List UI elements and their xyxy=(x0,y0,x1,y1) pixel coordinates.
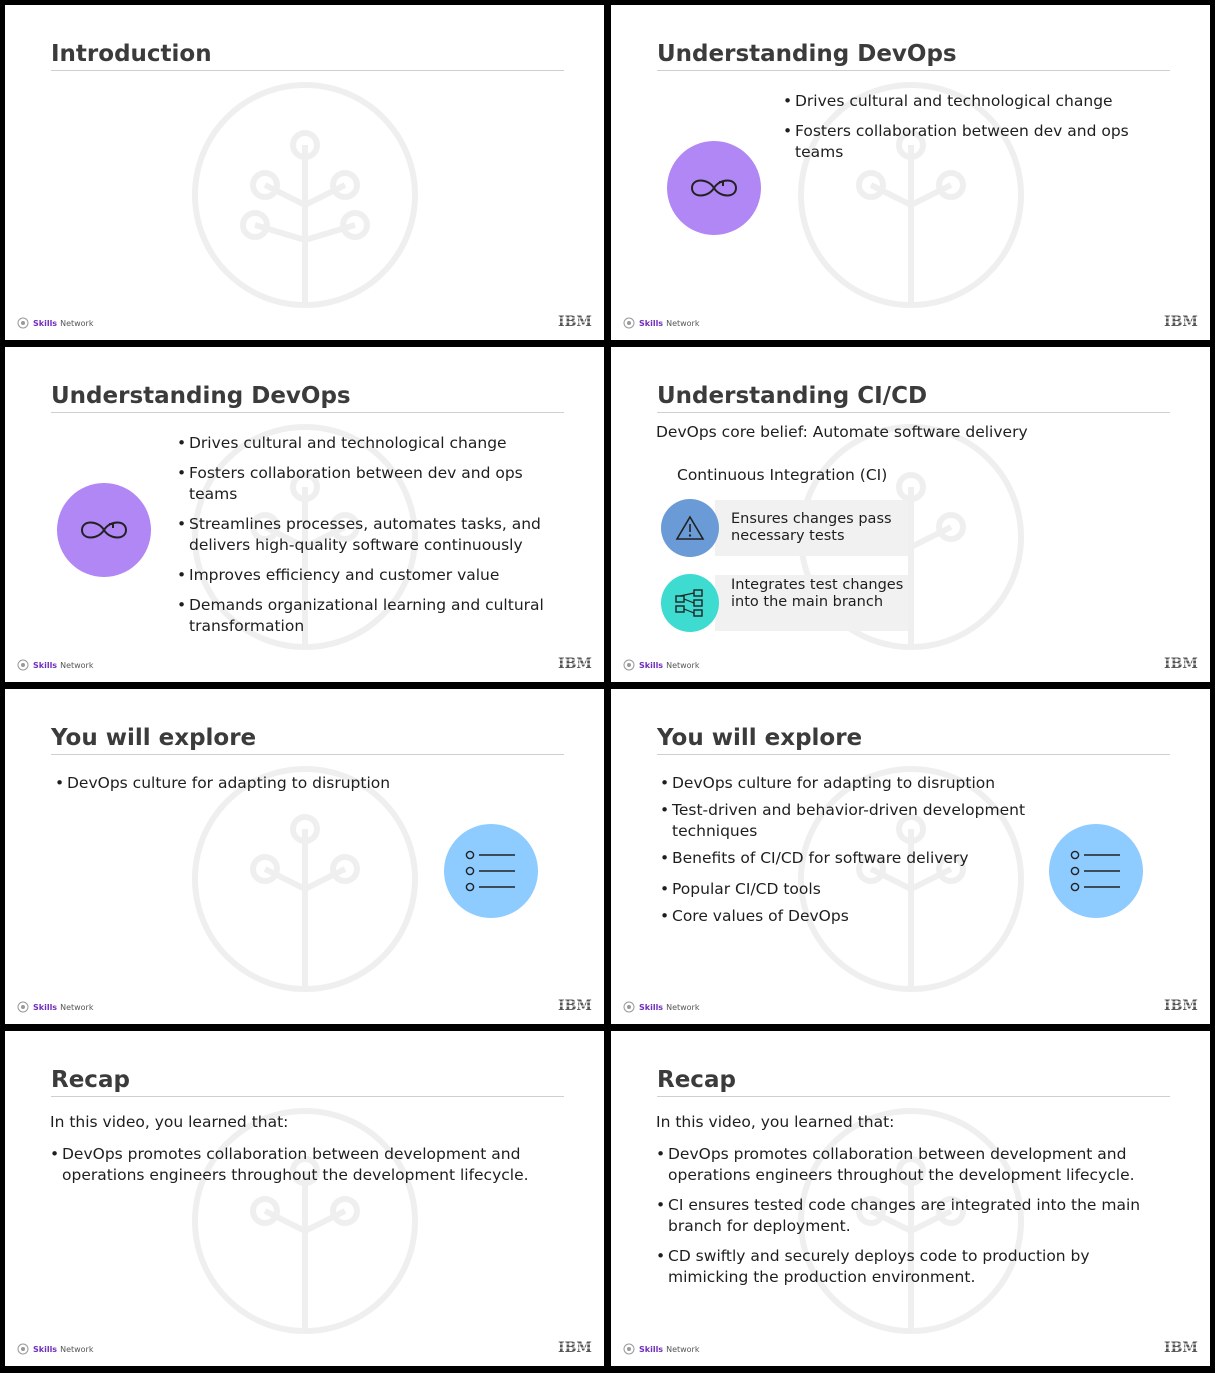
tree-watermark-icon xyxy=(185,1101,425,1341)
ibm-logo-text: IBM xyxy=(1164,998,1198,1014)
ibm-logo-icon xyxy=(1161,312,1201,330)
slide-title: Recap xyxy=(51,1065,564,1097)
ci-item-icon-circle xyxy=(661,574,719,632)
slide-title: Understanding DevOps xyxy=(51,381,564,413)
flowchart-icon xyxy=(674,588,706,618)
ibm-logo-text: IBM xyxy=(1164,314,1198,330)
infinity-circle xyxy=(667,141,761,235)
ibm-logo-icon xyxy=(555,312,595,330)
bullet-item: • Drives cultural and technological change xyxy=(783,91,1143,112)
ibm-logo-icon xyxy=(1161,1338,1201,1356)
slide-you-will-explore-1[interactable] xyxy=(5,689,604,1024)
skills-network-icon xyxy=(17,1001,29,1013)
warning-icon xyxy=(675,515,705,541)
brand-bold: Skills xyxy=(639,318,664,328)
skills-network-brand xyxy=(17,659,93,671)
brand-bold: Skills xyxy=(639,1002,664,1012)
bullet-item: • CI ensures tested code changes are integrated into the main branch for deployment. xyxy=(656,1195,1156,1237)
bullet-list xyxy=(50,1144,550,1195)
slide-title: You will explore xyxy=(51,723,564,755)
infinity-icon xyxy=(689,176,739,200)
skills-network-brand xyxy=(623,317,699,329)
brand-rest: Network xyxy=(666,660,700,670)
slide-intro: DevOps core belief: Automate software delivery xyxy=(656,423,1028,441)
bullet-list xyxy=(656,1144,1156,1297)
bullet-item: • Drives cultural and technological change xyxy=(177,433,567,454)
brand-rest: Network xyxy=(666,1344,700,1354)
bullet-item: • Improves efficiency and customer value xyxy=(177,565,567,586)
bullet-item: • Streamlines processes, automates tasks, and delivers high-quality software continuously xyxy=(177,514,567,556)
ibm-logo-text: IBM xyxy=(558,656,592,672)
bullet-item: • DevOps culture for adapting to disruption xyxy=(660,773,1040,794)
ibm-logo-text: IBM xyxy=(558,1340,592,1356)
brand-bold: Skills xyxy=(33,318,58,328)
slide-introduction[interactable] xyxy=(5,5,604,340)
brand-rest: Network xyxy=(666,1002,700,1012)
skills-network-brand xyxy=(623,659,699,671)
brand-bold: Skills xyxy=(33,1002,58,1012)
ci-section-heading: Continuous Integration (CI) xyxy=(677,466,888,484)
slide-title: Introduction xyxy=(51,39,564,71)
bullet-list xyxy=(177,433,567,646)
slide-intro: In this video, you learned that: xyxy=(50,1113,289,1131)
brand-bold: Skills xyxy=(33,1344,58,1354)
tree-watermark-icon xyxy=(185,75,425,315)
brand-bold: Skills xyxy=(639,660,664,670)
slide-understanding-devops-2[interactable] xyxy=(5,347,604,682)
skills-network-icon xyxy=(623,1343,635,1355)
ibm-logo-text: IBM xyxy=(558,998,592,1014)
infinity-icon xyxy=(79,518,129,542)
bullet-item: • Test-driven and behavior-driven development techniques xyxy=(660,800,1040,842)
skills-network-brand xyxy=(17,1343,93,1355)
slide-title: Understanding DevOps xyxy=(657,39,1170,71)
bullet-item: • Fosters collaboration between dev and ops teams xyxy=(177,463,567,505)
bullet-item: • DevOps promotes collaboration between development and operations engineers throughout the development lifecycle. xyxy=(656,1144,1156,1186)
list-circle xyxy=(444,824,538,918)
slide-understanding-devops-1[interactable] xyxy=(611,5,1210,340)
slide-understanding-cicd[interactable] xyxy=(611,347,1210,682)
bullet-item: • Core values of DevOps xyxy=(660,906,1040,927)
ibm-logo-text: IBM xyxy=(1164,1340,1198,1356)
slide-title: You will explore xyxy=(657,723,1170,755)
ibm-logo-text: IBM xyxy=(558,314,592,330)
brand-bold: Skills xyxy=(33,660,58,670)
bullet-item: • Benefits of CI/CD for software delivery xyxy=(660,848,1040,869)
slide-recap-2[interactable] xyxy=(611,1031,1210,1366)
bullet-list xyxy=(783,91,1143,172)
skills-network-brand xyxy=(623,1001,699,1013)
ci-item-text: Integrates test changes into the main branch xyxy=(731,577,904,610)
bullet-item: • Fosters collaboration between dev and ops teams xyxy=(783,121,1143,163)
slide-you-will-explore-2[interactable] xyxy=(611,689,1210,1024)
slide-title: Understanding CI/CD xyxy=(657,381,1170,413)
slide-intro: In this video, you learned that: xyxy=(656,1113,895,1131)
brand-rest: Network xyxy=(60,1002,94,1012)
slide-recap-1[interactable] xyxy=(5,1031,604,1366)
bullet-item: • Demands organizational learning and cultural transformation xyxy=(177,595,567,637)
brand-rest: Network xyxy=(60,318,94,328)
ibm-logo-icon xyxy=(555,996,595,1014)
bullet-item: • DevOps promotes collaboration between development and operations engineers throughout the development lifecycle. xyxy=(50,1144,550,1186)
skills-network-icon xyxy=(17,317,29,329)
skills-network-icon xyxy=(623,1001,635,1013)
skills-network-icon xyxy=(623,317,635,329)
bullet-item: • CD swiftly and securely deploys code to production by mimicking the production environment. xyxy=(656,1246,1156,1288)
skills-network-icon xyxy=(17,659,29,671)
infinity-circle xyxy=(57,483,151,577)
skills-network-icon xyxy=(623,659,635,671)
ibm-logo-icon xyxy=(1161,996,1201,1014)
brand-bold: Skills xyxy=(639,1344,664,1354)
ibm-logo-icon xyxy=(1161,654,1201,672)
ibm-logo-icon xyxy=(555,1338,595,1356)
brand-rest: Network xyxy=(60,660,94,670)
bullet-item: • Popular CI/CD tools xyxy=(660,879,1040,900)
brand-rest: Network xyxy=(60,1344,94,1354)
skills-network-brand xyxy=(623,1343,699,1355)
skills-network-brand xyxy=(17,317,93,329)
bullet-list xyxy=(55,773,435,803)
list-circle xyxy=(1049,824,1143,918)
list-icon xyxy=(1070,850,1122,892)
bullet-item: • DevOps culture for adapting to disruption xyxy=(55,773,435,794)
ibm-logo-text: IBM xyxy=(1164,656,1198,672)
bullet-list xyxy=(660,773,1040,933)
ci-item-icon-circle xyxy=(661,499,719,557)
skills-network-icon xyxy=(17,1343,29,1355)
ibm-logo-icon xyxy=(555,654,595,672)
list-icon xyxy=(465,850,517,892)
skills-network-brand xyxy=(17,1001,93,1013)
brand-rest: Network xyxy=(666,318,700,328)
slide-title: Recap xyxy=(657,1065,1170,1097)
ci-item-text: Ensures changes pass necessary tests xyxy=(731,511,892,544)
